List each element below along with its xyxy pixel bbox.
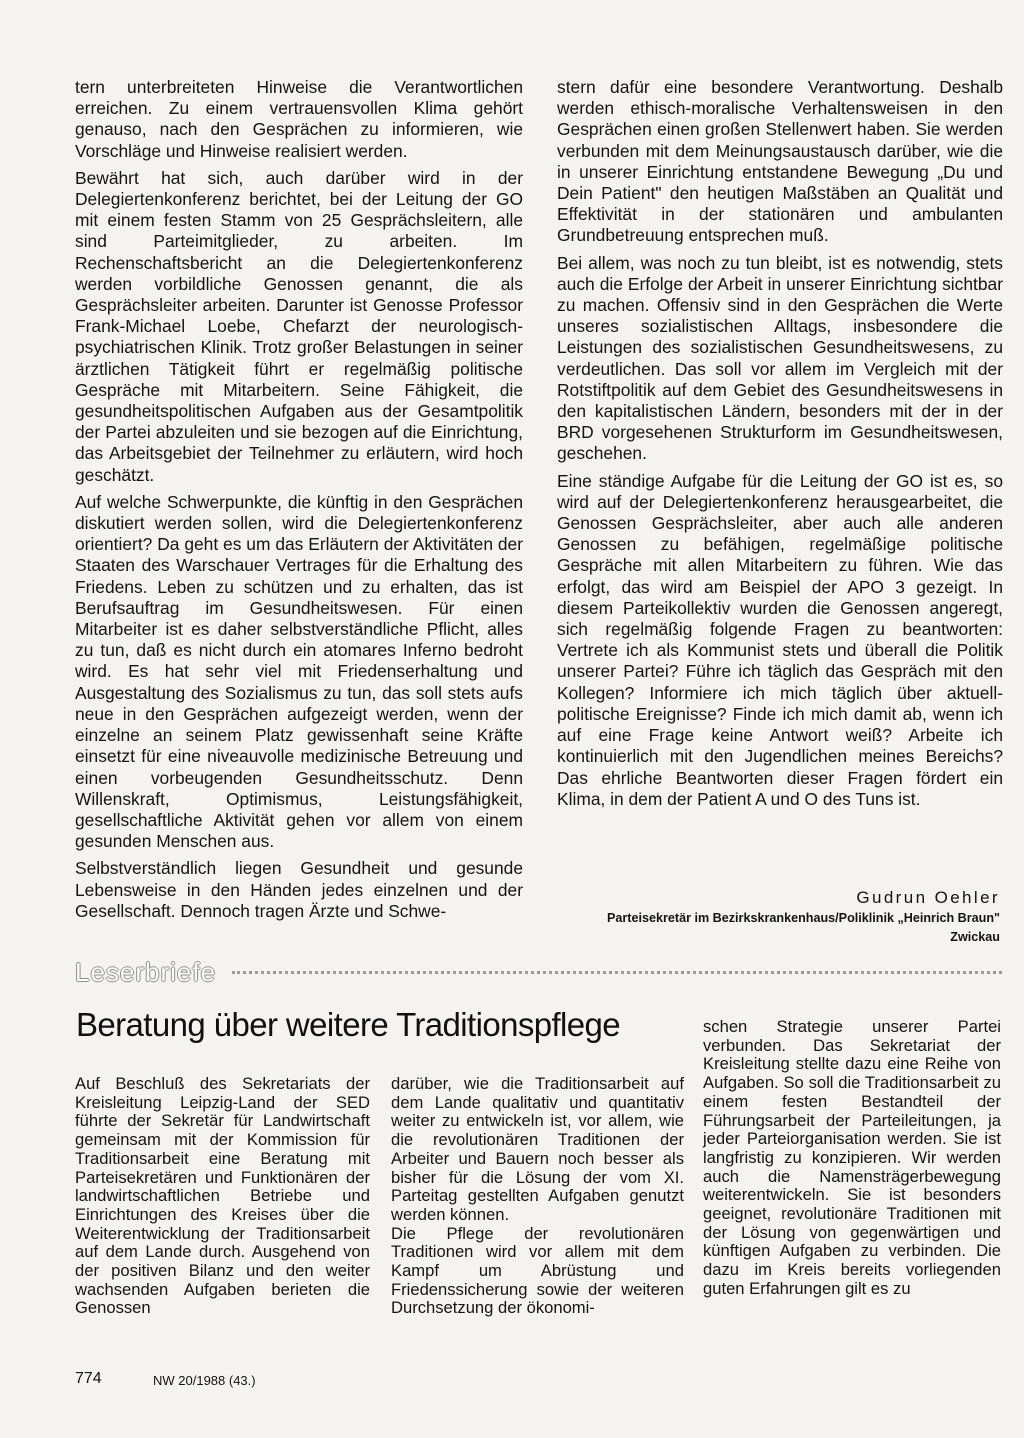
letter-column-1 [75,1075,370,1318]
paragraph: Eine ständige Aufgabe für die Leitung der GO ist es, so wird auf der Delegiertenkonferenz herausgearbeitet, die Genossen Gesprächsleiter, aber auch alle anderen Genossen zu befähigen, regelmäßige politische Gespräche mit allen Mitarbeitern zu führen. Wie das erfolgt, das wird am Beispiel der APO 3 gezeigt. In diesem Parteikollektiv wurden die Genossen angeregt, sich regelmäßig folgende Fragen zu beantworten: Vertrete ich als Kommunist stets und überall die Politik unserer Partei? Führe ich täglich das Gespräch mit den Kollegen? Informiere ich mich täglich über aktuell-politische Ereignisse? Finde ich mich damit ab, wenn ich auf eine Frage keine Antwort weiß? Arbeite ich kontinuierlich mit den Jugendlichen meines Bereichs? Das ehrliche Beantworten dieser Fragen fördert ein Klima, in dem der Patient A und O des Tuns ist. [557,470,1003,809]
issue-reference: NW 20/1988 (43.) [153,1373,256,1388]
author-location: Zwickau [950,930,1000,944]
letter-column-3 [703,1018,1001,1299]
author-name: Gudrun Oehler [856,888,1000,907]
paragraph: Bewährt hat sich, auch darüber wird in der Delegiertenkonferenz berichtet, bei der Leitung der GO mit einem festen Stamm von 25 Gesprächsleitern, alle sind Parteimitglieder, zu arbeiten. Im Rechenschaftsbericht an die Delegiertenkonferenz werden vorbildliche Genossen genannt, die als Gesprächsleiter arbeiten. Darunter ist Genosse Professor Frank-Michael Loebe, Chefarzt der neurologisch-psychiatrischen Klinik. Trotz großer Belastungen in seiner ärztlichen Tätigkeit führt er regelmäßig politische Gespräche mit Mitarbeitern. Seine Fähigkeit, die gesundheitspolitischen Aufgaben aus der Gesamtpolitik der Partei abzuleiten und sie bezogen auf die Einrichtung, das Arbeitsgebiet der Teilnehmer zu erläutern, wird hoch geschätzt. [75,167,523,485]
paragraph: darüber, wie die Traditionsarbeit auf dem Lande qualitativ und quantitativ weiter zu entwickeln ist, vor allem, wie die revolutionären Traditionen der Arbeiter und Bauern noch besser als bisher für die Lösung der vom XI. Parteitag gestellten Aufgaben genutzt werden können. [391,1074,684,1224]
article-column-right [557,77,1003,810]
section-divider [232,971,1002,974]
paragraph: tern unterbreiteten Hinweise die Verantwortlichen erreichen. Zu einem vertrauensvollen Klima gehört genauso, nach den Gesprächen zu informieren, wie Vorschläge und Hinweise realisiert werden. [75,77,523,161]
author-signature [607,888,1000,946]
author-role: Parteisekretär im Bezirkskrankenhaus/Poliklinik „Heinrich Braun" [606,911,1000,925]
letter-column-2 [391,1075,684,1318]
section-label: Leserbriefe [75,957,217,987]
paragraph: Auf Beschluß des Sekretariats der Kreisleitung Leipzig-Land der SED führte der Sekretär für Landwirtschaft gemeinsam mit der Kommission für Traditionsarbeit eine Beratung mit Parteisekretären und Funktionären der landwirtschaftlichen Betriebe und Einrichtungen des Kreises über die Weiterentwicklung der Traditionsarbeit auf dem Lande durch. Ausgehend von der positiven Bilanz und den weiter wachsenden Aufgaben berieten die Genossen [75,1074,370,1318]
article-headline: Beratung über weitere Traditionspflege [76,1006,621,1043]
paragraph: schen Strategie unserer Partei verbunden. Das Sekretariat der Kreisleitung stellte dazu eine Reihe von Aufgaben. So soll die Traditionsarbeit zu einem festen Bestandteil der Führungsarbeit der Parteileitungen, ja jeder Parteiorganisation werden. Sie ist langfristig zu konzipieren. Wir werden auch die Namensträgerbewegung weiterentwickeln. Sie ist besonders geeignet, revolutionäre Traditionen mit der Lösung von gegenwärtigen und künftigen Aufgaben zu verbinden. Die dazu im Kreis bereits vorliegenden guten Erfahrungen gilt es zu [703,1017,1001,1298]
page-number: 774 [75,1370,102,1387]
paragraph: stern dafür eine besondere Verantwortung. Deshalb werden ethisch-moralische Verhaltensweisen in den Gesprächen einen großen Stellenwert haben. Sie werden verbunden mit dem Meinungsaustausch darüber, wie die in unserer Einrichtung entstandene Bewegung „Du und Dein Patient" den heutigen Maßstäben an Qualität und Effektivität in der stationären und ambulanten Grundbetreuung entsprechen muß. [557,77,1003,246]
paragraph: Selbstverständlich liegen Gesundheit und gesunde Lebensweise in den Händen jedes einzelnen und der Gesellschaft. Dennoch tragen Ärzte und Schwe- [75,858,523,921]
article-column-left [75,77,523,922]
paragraph: Die Pflege der revolutionären Traditionen wird vor allem mit dem Kampf um Abrüstung und Friedenssicherung sowie der weiteren Durchsetzung der ökonomi- [391,1223,684,1318]
paragraph: Bei allem, was noch zu tun bleibt, ist es notwendig, stets auch die Erfolge der Arbeit in unserer Einrichtung sichtbar zu machen. Offensiv sind in den Gesprächen die Werte unseres sozialistischen Alltags, insbesondere die Leistungen des sozialistischen Gesundheitswesens, zu verdeutlichen. Das soll vor allem im Vergleich mit der Rotstiftpolitik auf dem Gebiet des Gesundheitswesens in den kapitalistischen Ländern, besonders mit der in der BRD vorgesehenen Strukturform im Gesundheitswesen, geschehen. [557,252,1003,464]
paragraph: Auf welche Schwerpunkte, die künftig in den Gesprächen diskutiert werden sollen, wird die Delegiertenkonferenz orientiert? Da geht es um das Erläutern der Aktivitäten der Staaten des Warschauer Vertrages für die Erhaltung des Friedens. Leben zu schützen und zu erhalten, das ist Berufsauftrag im Gesundheitswesen. Für einen Mitarbeiter ist es daher selbstverständliche Pflicht, alles zu tun, daß es nicht durch ein atomares Inferno bedroht wird. Es hat sehr viel mit Friedenserhaltung und Ausgestaltung des Sozialismus zu tun, das soll stets aufs neue in den Gesprächen aufgezeigt werden, wenn der einzelne an seinem Platz gewissenhaft seine Kräfte einsetzt für eine niveauvolle medizinische Betreuung und einen vorbeugenden Gesundheitsschutz. Denn Willenskraft, Optimismus, Leistungsfähigkeit, gesellschaftliche Aktivität gehen vor allem von einem gesunden Menschen aus. [75,491,523,852]
